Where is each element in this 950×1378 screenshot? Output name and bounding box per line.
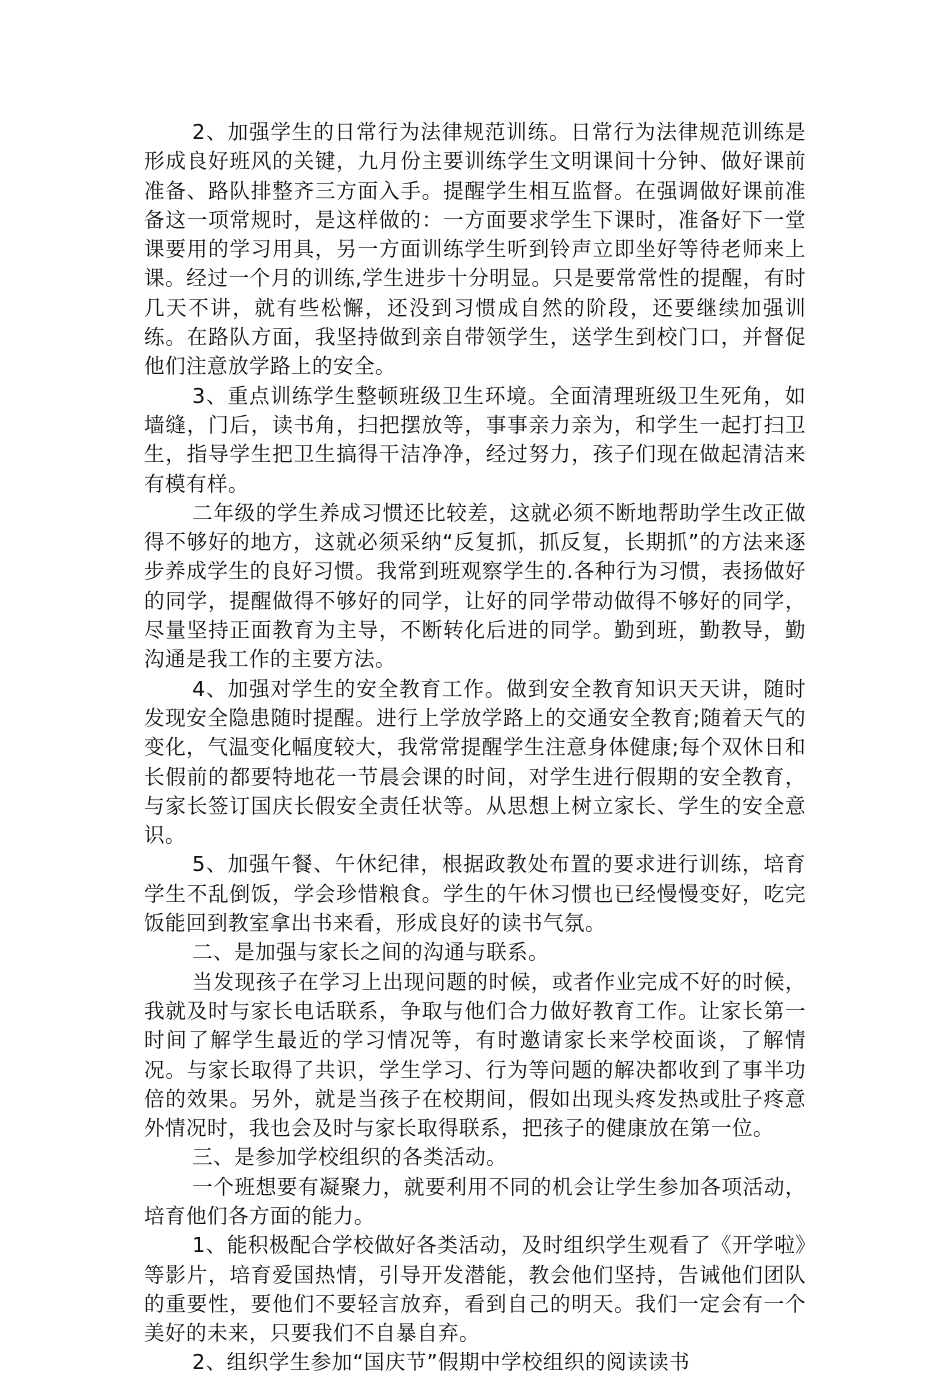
paragraph-cohesion: 一个班想要有凝聚力，就要利用不同的机会让学生参加各项活动，培育他们各方面的能力。	[144, 1174, 806, 1228]
paragraph-lunch-discipline: 5、加强午餐、午休纪律，根据政教处布置的要求进行训练，培育学生不乱倒饭，学会珍惜粮食。学生的午休习惯也已经慢慢变好，吃完饭能回到教室拿出书来看，形成良好的读书气氛。	[144, 852, 806, 936]
paragraph-hygiene-training: 3、重点训练学生整顿班级卫生环境。全面清理班级卫生死角，如墙缝，门后，读书角，扫把摆放等，事事亲力亲为，和学生一起打扫卫生，指导学生把卫生搞得干洁净净，经过努力，孩子们现在做起清洁来有模有样。	[144, 383, 806, 496]
paragraph-parent-contact: 当发现孩子在学习上出现问题的时候，或者作业完成不好的时候，我就及时与家长电话联系，争取与他们合力做好教育工作。让家长第一时间了解学生最近的学习情况等，有时邀请家长来学校面谈，了解情况。与家长取得了共识，学生学习、行为等问题的解决都收到了事半功倍的效果。另外，就是当孩子在校期间，假如出现头疼发热或肚子疼意外情况时，我也会及时与家长取得联系，把孩子的健康放在第一位。	[144, 969, 806, 1141]
paragraph-activity-2: 2、组织学生参加“国庆节”假期中学校组织的阅读读书	[192, 1350, 690, 1375]
heading-parent-communication: 二、是加强与家长之间的沟通与联系。	[192, 940, 550, 965]
paragraph-daily-behavior-training: 2、加强学生的日常行为法律规范训练。日常行为法律规范训练是形成良好班风的关键，九月份主要训练学生文明课间十分钟、做好课前准备、路队排整齐三方面入手。提醒学生相互监督。在强调做好课前准备这一项常规时，是这样做的：一方面要求学生下课时，准备好下一堂课要用的学习用具，另一方面训练学生听到铃声立即坐好等待老师来上课。经过一个月的训练,学生进步十分明显。只是要常常性的提醒，有时几天不讲，就有些松懈，还没到习惯成自然的阶段，还要继续加强训练。在路队方面，我坚持做到亲自带领学生，送学生到校门口，并督促他们注意放学路上的安全。	[144, 120, 806, 379]
heading-school-activities: 三、是参加学校组织的各类活动。	[192, 1145, 508, 1170]
paragraph-habit-formation: 二年级的学生养成习惯还比较差，这就必须不断地帮助学生改正做得不够好的地方，这就必须采纳“反复抓，抓反复，长期抓”的方法来逐步养成学生的良好习惯。我常到班观察学生的.各种行为习惯，表扬做好的同学，提醒做得不够好的同学，让好的同学带动做得不够好的同学，尽量坚持正面教育为主导，不断转化后进的同学。勤到班，勤教导，勤沟通是我工作的主要方法。	[144, 500, 806, 672]
paragraph-safety-education: 4、加强对学生的安全教育工作。做到安全教育知识天天讲，随时发现安全隐患随时提醒。进行上学放学路上的交通安全教育;随着天气的变化，气温变化幅度较大，我常常提醒学生注意身体健康;每个双休日和长假前的都要特地花一节晨会课的时间，对学生进行假期的安全教育，与家长签订国庆长假安全责任状等。从思想上树立家长、学生的安全意识。	[144, 676, 806, 848]
document-body	[144, 118, 806, 1378]
paragraph-activity-1: 1、能积极配合学校做好各类活动，及时组织学生观看了《开学啦》等影片，培育爱国热情，引导开发潜能，教会他们坚持，告诫他们团队的重要性，要他们不要轻言放弃，看到自己的明天。我们一定会有一个美好的未来，只要我们不自暴自弃。	[144, 1233, 806, 1346]
